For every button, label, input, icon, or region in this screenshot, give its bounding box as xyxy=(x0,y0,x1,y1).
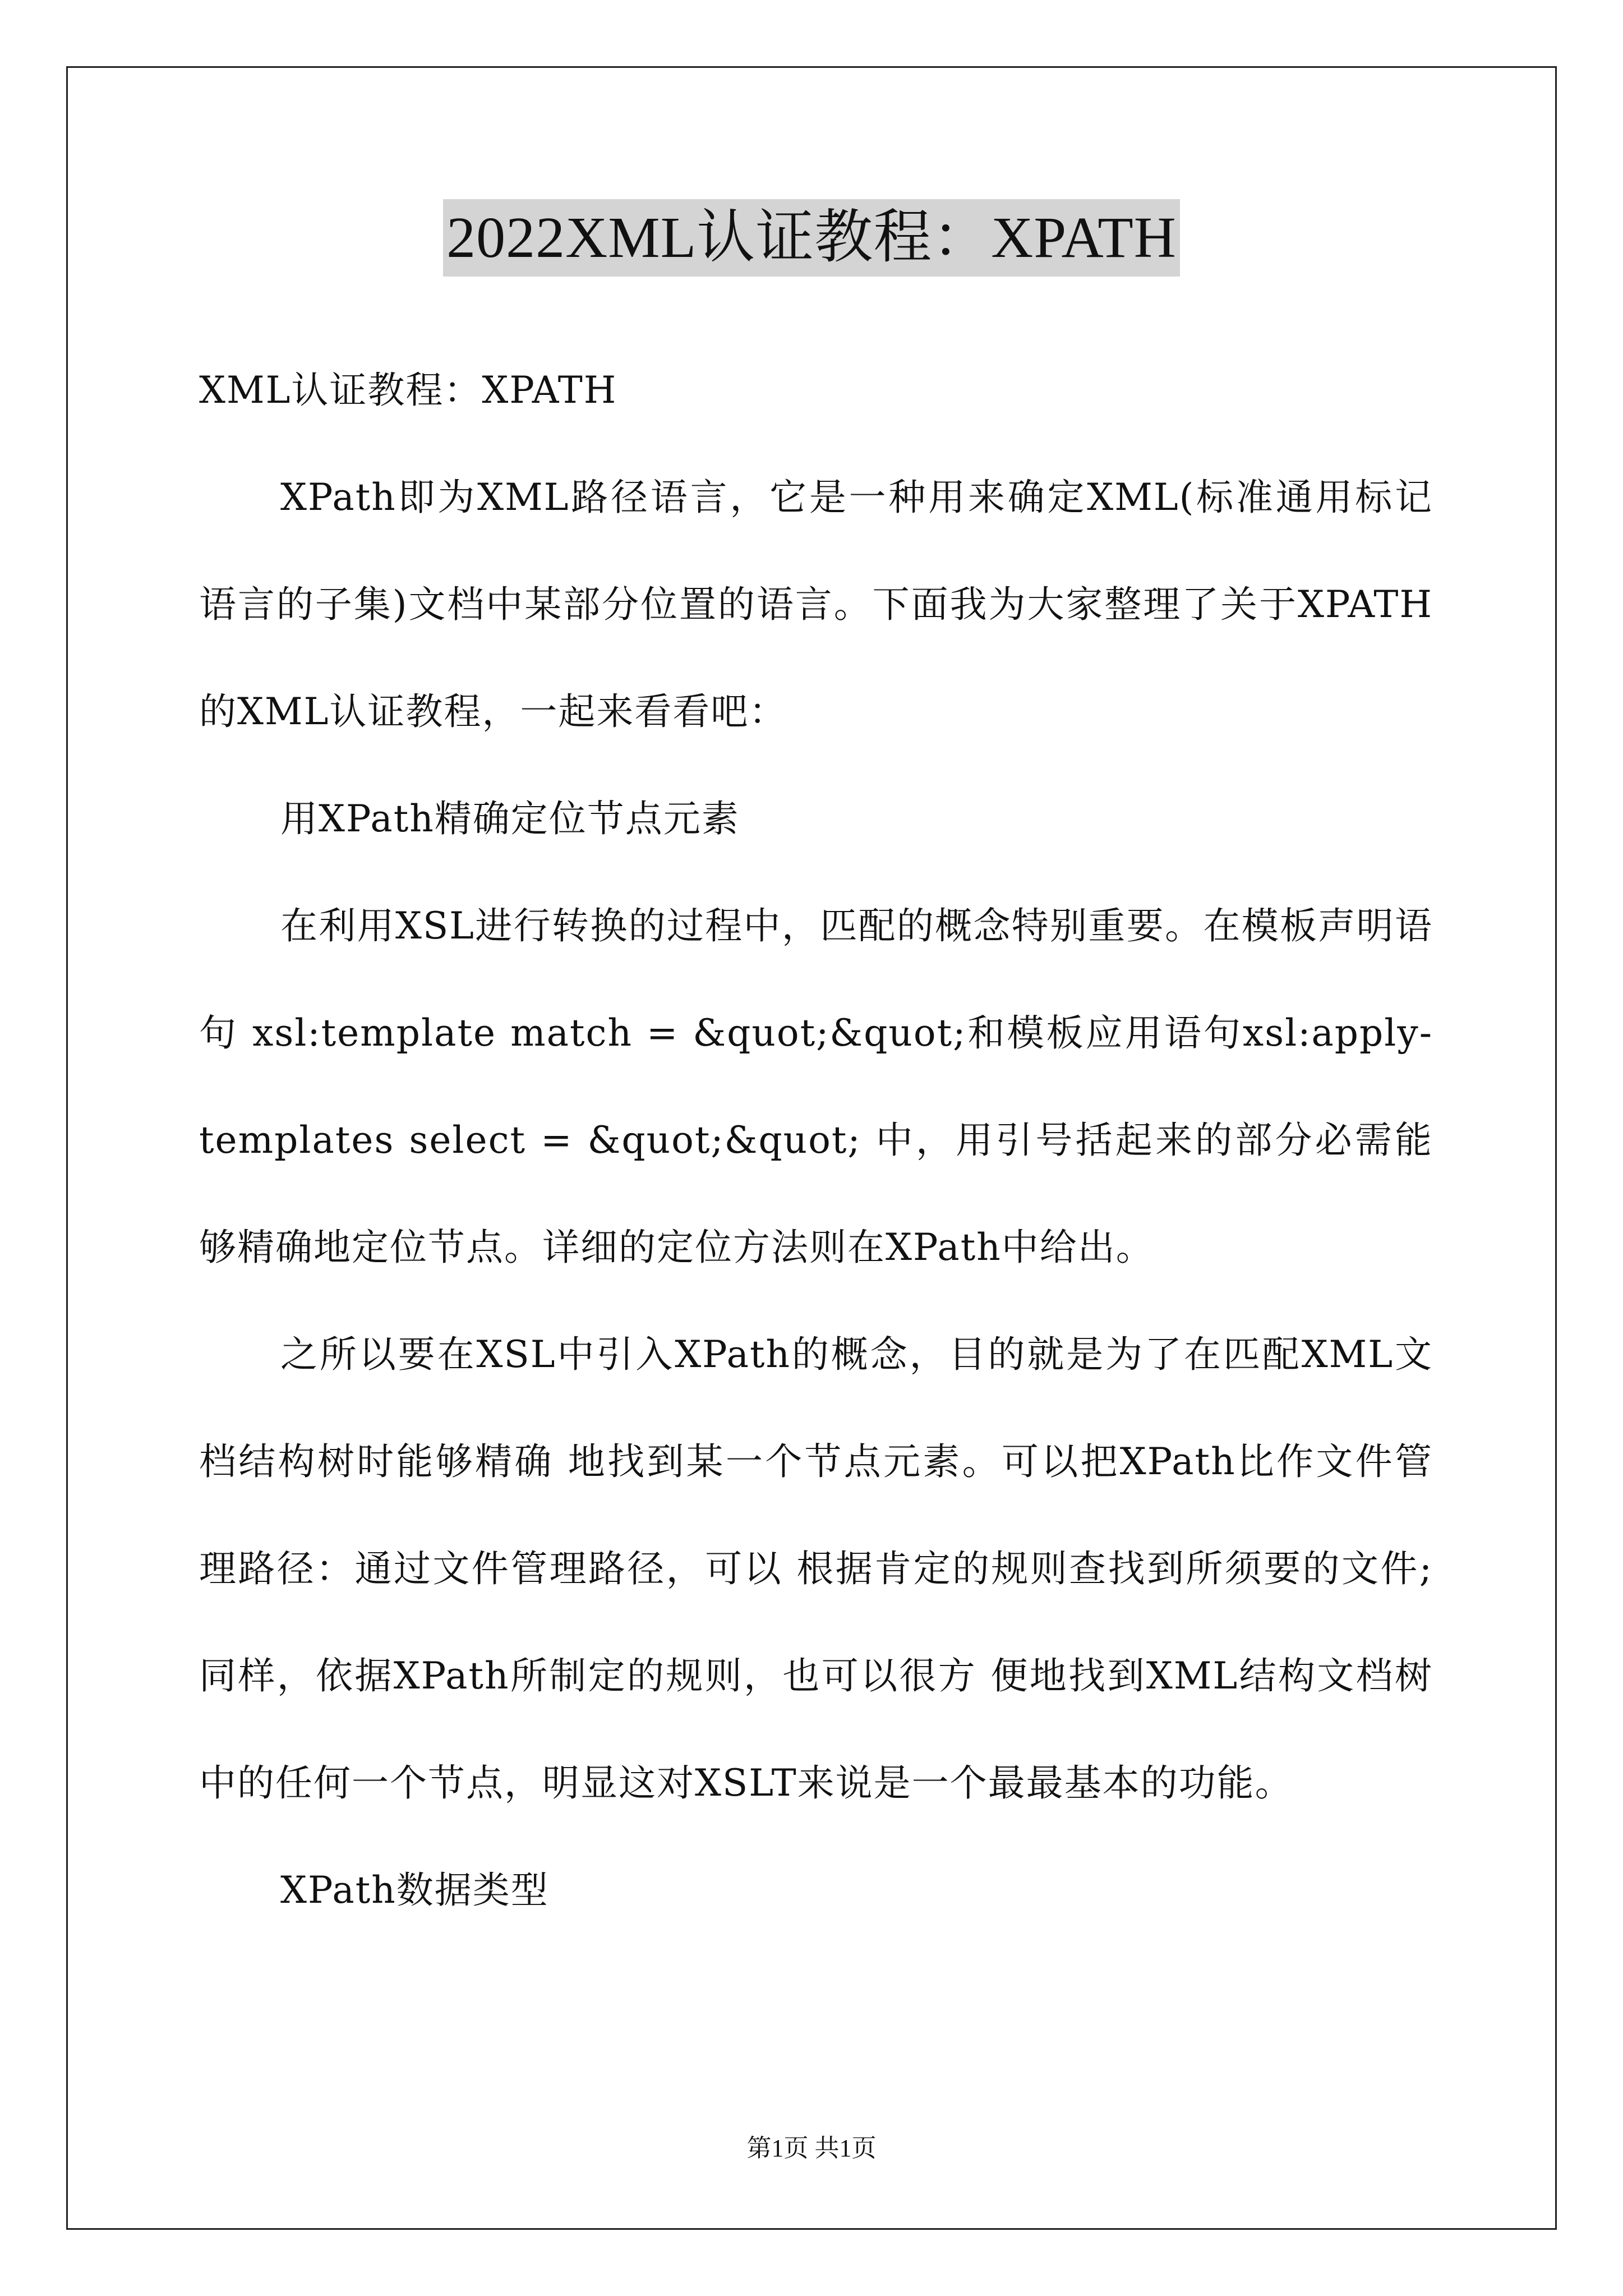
title-container xyxy=(0,199,1623,277)
document-title: 2022XML认证教程：XPATH xyxy=(443,199,1180,277)
paragraph-intro: XPath即为XML路径语言，它是一种用来确定XML(标准通用标记语言的子集)文档中某部分位置的语言。下面我为大家整理了关于XPATH的XML认证教程，一起来看看吧： xyxy=(199,476,1433,733)
paragraph-section-heading: 用XPath精确定位节点元素 xyxy=(280,797,740,840)
paragraph-data-types: XPath数据类型 xyxy=(280,1869,549,1912)
document-body xyxy=(199,337,1433,1944)
paragraph-xpath-purpose: 之所以要在XSL中引入XPath的概念，目的就是为了在匹配XML文档结构树时能够精确 地找到某一个节点元素。可以把XPath比作文件管理路径：通过文件管理路径，可以 根据肯定的规则查找到所须要的文件;同样，依据XPath所制定的规则，也可以很方 便地找到XML结构文档树中的任何一个节点，明显这对XSLT来说是一个最最基本的功能。 xyxy=(199,1333,1433,1805)
page-footer: 第1页 共1页 xyxy=(746,2134,877,2162)
paragraph-matching: 在利用XSL进行转换的过程中，匹配的概念特别重要。在模板声明语句 xsl:template match = &quot;&quot;和模板应用语句xsl:apply-templates select = &quot;&quot; 中，用引号括起来的部分必需能够精确地定位节点。详细的定位方法则在XPath中给出。 xyxy=(199,904,1433,1269)
paragraph-heading: XML认证教程：XPATH xyxy=(199,369,617,412)
